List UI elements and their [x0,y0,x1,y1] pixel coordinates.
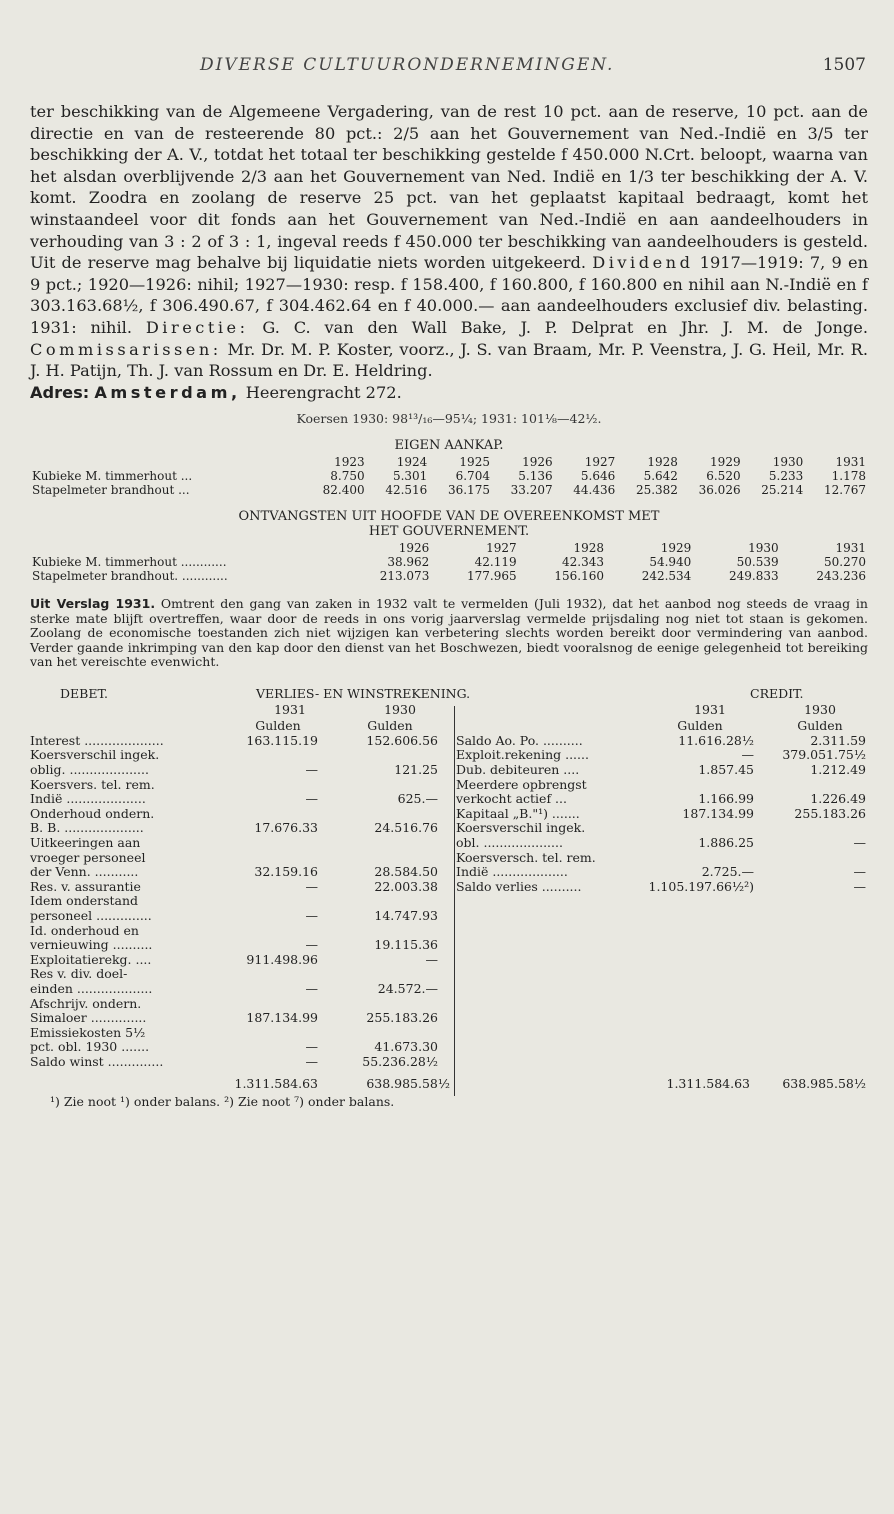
row-label: Exploit.rekening ...... [456,747,589,763]
dividend-text: 1917—1919: 7, 9 en 9 pct.; 1920—1926: nihil; 1927—1930: resp. f 158.400, f 160.800, f 160.800 en nihil aan N.-Indië en f 303.163.68½, f 306.490.67, f 304.462.64 en f 40.000.— aan aandeelhouders exclusief div. belasting. 1931: nihil. [30,253,869,337]
year-cell: 1928 [573,541,604,556]
table-cell: 5.301 [392,469,428,484]
value-cell: 187.134.99 [246,1010,318,1026]
row-label: Kapitaal „B."¹) ....... [456,805,580,821]
value-cell: 121.25 [394,762,438,777]
ontvangsten-title [30,509,868,539]
row-label: Indië ................... [456,864,568,880]
debet-unit2: Gulden [367,717,413,733]
value-cell [318,924,438,939]
table-row [30,967,440,982]
value-cell [210,894,318,909]
table-row [30,778,440,793]
table-row [30,483,868,497]
balans-title: VERLIES- EN WINSTREKENING. [256,685,471,701]
row-label: Interest .................... [30,732,164,748]
debet-total-1930: 638.985.58½ [366,1075,450,1091]
table-row [30,792,440,807]
directie-text: G. C. van den Wall Bake, J. P. Delprat en Jhr. J. M. de Jonge. [262,317,868,337]
value-cell: 22.003.38 [374,878,438,894]
value-cell: 24.516.76 [374,820,438,836]
table-cell: 44.436 [573,483,616,498]
table-cell: 50.539 [736,555,779,570]
table-row [456,748,866,763]
uit-verslag-paragraph [30,597,868,670]
row-label: einden ................... [30,980,153,996]
table-row [456,836,866,851]
value-cell: 911.498.96 [246,951,318,967]
value-cell: 1.886.25 [698,834,754,850]
value-cell: 17.676.33 [254,820,318,836]
table-row [456,778,866,793]
year-cell: 1927 [486,541,517,556]
value-cell [318,748,438,763]
row-label: Dub. debiteuren .... [456,762,580,777]
ontvangsten-table [30,541,868,583]
value-cell [210,1026,318,1041]
credit-rows [456,734,866,895]
year-cell: 1929 [710,455,741,470]
table-row [30,909,440,924]
page-number: 1507 [822,55,866,75]
uit-verslag-label: Uit Verslag 1931. [30,596,156,612]
eigen-aankap-title: EIGEN AANKAP. [394,438,504,454]
table-row [456,807,866,822]
document-page [30,55,868,1146]
year-cell: 1931 [835,541,866,556]
year-cell: 1924 [396,455,428,470]
value-cell: 19.115.36 [374,937,438,953]
table-row [456,821,866,836]
value-cell [646,851,754,866]
table-row [30,469,868,483]
value-cell: 255.183.26 [794,805,866,821]
table-row [30,938,440,953]
credit-label: CREDIT. [750,685,804,701]
year-cell: 1925 [459,455,490,470]
table-cell: 5.646 [580,469,616,484]
year-cell: 1926 [398,541,430,556]
table-cell: 25.214 [761,483,804,498]
value-cell: 1.166.99 [698,791,754,807]
table-cell: 6.704 [455,469,490,484]
credit-unit1: Gulden [677,717,723,733]
table-cell: 6.520 [706,469,741,484]
debet-total-1931: 1.311.584.63 [234,1075,318,1091]
value-cell [210,997,318,1012]
credit-year2: 1930 [804,701,836,717]
row-label: Exploitatierekg. .... [30,951,152,967]
verlies-winst-rekening [30,686,868,1146]
adres-street: Heerengracht 272. [245,382,402,402]
table-row [456,734,866,749]
table-row [30,982,440,997]
row-label: Koersverschil ingek. [456,820,586,836]
row-label: Saldo Ao. Po. .......... [456,732,583,748]
year-cell: 1930 [772,455,804,470]
year-cell: 1929 [660,541,692,556]
value-cell: 11.616.28½ [678,732,754,748]
table-cell: 8.750 [330,469,365,484]
row-label: pct. obl. 1930 ....... [30,1039,150,1055]
table-cell: 5.642 [643,469,678,484]
row-label: Afschrijv. ondern. [30,995,142,1011]
value-cell: 2.725.— [701,864,754,880]
table-row [30,894,440,909]
table-cell: 42.343 [561,555,604,570]
credit-unit2: Gulden [797,717,843,733]
table-row [30,924,440,939]
value-cell: 163.115.19 [246,732,318,748]
table-cell: 36.175 [447,483,490,498]
row-label: Kubieke M. timmerhout ............ [32,555,227,570]
debet-unit1: Gulden [255,717,301,733]
table-row [30,748,440,763]
table-cell: 5.233 [768,469,804,484]
table-row [30,1011,440,1026]
row-label: Emissiekosten 5½ [30,1024,146,1040]
table-row [30,865,440,880]
row-label: verkocht actief ... [456,791,567,807]
value-cell [318,807,438,822]
dividend-label: Dividend [592,253,694,273]
value-cell: — [305,937,318,953]
value-cell [318,894,438,909]
value-cell: — [853,878,866,894]
row-label: vroeger personeel [30,849,146,865]
row-label: Koersverschil ingek. [30,747,160,763]
value-cell [318,836,438,851]
value-cell: 1.226.49 [810,791,866,807]
value-cell [318,997,438,1012]
value-cell: — [305,1039,318,1055]
table-row [456,865,866,880]
value-cell: — [741,747,754,763]
year-cell: 1928 [647,455,678,470]
table-cell: 54.940 [649,555,692,570]
table-row [30,734,440,749]
value-cell: 152.606.56 [366,732,438,748]
value-cell: 41.673.30 [374,1039,438,1055]
row-label: B. B. .................... [30,820,144,836]
table-row [30,997,440,1012]
value-cell: — [425,951,438,967]
value-cell: — [305,907,318,923]
value-cell [646,821,754,836]
table-row [30,1026,440,1041]
value-cell: — [305,1053,318,1069]
year-cell: 1931 [835,455,866,470]
value-cell [646,778,754,793]
table-cell: 243.236 [816,569,866,584]
table-row [30,569,868,583]
row-label: Simaloer .............. [30,1010,147,1026]
row-label: Res v. div. doel- [30,966,128,982]
table-cell: 1.178 [831,469,866,484]
value-cell: 1.857.45 [698,762,754,777]
debet-label: DEBET. [60,685,108,701]
row-label: vernieuwing .......... [30,937,153,953]
running-title: DIVERSE CULTUURONDERNEMINGEN. [200,55,615,75]
value-cell: 1.105.197.66½²) [648,878,754,894]
value-cell: 14.747.93 [374,907,438,923]
row-label: Koersversch. tel. rem. [456,849,596,865]
row-label: der Venn. ........... [30,864,139,880]
table-cell: 38.962 [387,555,430,570]
row-label: Saldo winst .............. [30,1053,164,1069]
uit-verslag-text: Omtrent den gang van zaken in 1932 valt te vermelden (Juli 1932), dat het aanbod nog steeds de vraag in sterke mate blijft overtreffen, waar door de reeds in ons vorig jaarverslag vermelde prijsdaling nog niet tot staan is gekomen. Zoolang de economische toestanden zich niet wijzigen kan verbetering slechts worden bereikt door vermindering van aanbod. Verder gaande inkrimping van den kap door den dienst van het Boschwezen, biedt vooralsnog de eenige gelegenheid tot bereiking van het vereischte evenwicht. [30,596,868,670]
value-cell: 55.236.28½ [362,1053,438,1069]
value-cell [210,807,318,822]
table-row [30,1055,440,1070]
table-row [30,880,440,895]
table-cell: 42.119 [474,555,517,570]
value-cell [754,851,866,866]
row-label: Meerdere opbrengst [456,776,587,792]
credit-total-1930: 638.985.58½ [782,1075,866,1091]
table-row [30,836,440,851]
value-cell: — [305,878,318,894]
row-label: Saldo verlies .......... [456,878,582,894]
year-cell: 1930 [748,541,779,556]
value-cell [210,967,318,982]
value-cell: 28.584.50 [374,864,438,880]
footnote: ¹) Zie noot ¹) onder balans. ²) Zie noot ⁷) onder balans. [50,1093,395,1109]
value-cell [318,851,438,866]
value-cell: — [853,834,866,850]
table-row [30,821,440,836]
value-cell: 625.— [397,791,438,807]
year-cell: 1927 [584,455,616,470]
row-label: Stapelmeter brandhout ... [32,483,190,498]
table-row [30,763,440,778]
value-cell: 379.051.75½ [782,747,866,763]
debet-rows [30,734,440,1070]
value-cell: 24.572.— [377,980,438,996]
table-header-row [30,541,868,555]
table-cell: 33.207 [510,483,553,498]
page-header [30,55,868,91]
value-cell [210,851,318,866]
row-label: Onderhoud ondern. [30,805,155,821]
value-cell: 187.134.99 [682,805,754,821]
table-row [456,763,866,778]
table-cell: 50.270 [824,555,866,570]
table-cell: 12.767 [824,483,866,498]
value-cell: — [305,791,318,807]
table-cell: 82.400 [322,483,365,498]
adres-label: Adres: [30,382,90,402]
row-label: Koersvers. tel. rem. [30,776,155,792]
body-paragraph [30,101,868,403]
commissarissen-label: Commissarissen: [30,339,222,359]
credit-total-1931: 1.311.584.63 [666,1075,750,1091]
value-cell [210,836,318,851]
table-cell: 36.026 [698,483,741,498]
table-row [30,555,868,569]
table-row [456,880,866,895]
row-label: Uitkeeringen aan [30,834,141,850]
table-row [30,953,440,968]
table-cell: 5.136 [518,469,553,484]
value-cell [210,748,318,763]
row-label: obl. .................... [456,834,563,850]
value-cell: 255.183.26 [366,1010,438,1026]
table-row [456,851,866,866]
table-row [30,851,440,866]
table-row [456,792,866,807]
commissarissen-text: Mr. Dr. M. P. Koster, voorz., J. S. van Braam, Mr. P. Veenstra, J. G. Heil, Mr. R. J. H. Patijn, Th. J. van Rossum en Dr. E. Heldring. [30,339,868,381]
row-label: Idem onderstand [30,893,139,909]
debet-year2: 1930 [384,701,416,717]
year-cell: 1923 [334,455,365,470]
row-label: oblig. .................... [30,762,149,777]
row-label: Indië .................... [30,791,146,807]
table-row [30,1040,440,1055]
row-label: Stapelmeter brandhout. ............ [32,569,228,584]
table-row [30,807,440,822]
table-cell: 249.833 [729,569,779,584]
value-cell: 2.311.59 [810,732,866,748]
value-cell: — [305,762,318,777]
value-cell [318,1026,438,1041]
row-label: Id. onderhoud en [30,922,139,938]
table-cell: 177.965 [467,569,517,584]
row-label: personeel .............. [30,907,152,923]
value-cell [318,778,438,793]
value-cell [318,967,438,982]
value-cell [754,821,866,836]
table-cell: 213.073 [379,569,430,584]
row-label: Res. v. assurantie [30,878,141,894]
value-cell: 32.159.16 [254,864,318,880]
value-cell: — [853,864,866,880]
koersen-line: Koersen 1930: 98¹³/₁₆—95¼; 1931: 101⅛—42½. [296,411,602,427]
ontvangsten-title-line2: HET GOUVERNEMENT. [368,524,530,540]
value-cell [754,778,866,793]
value-cell: 1.212.49 [810,762,866,777]
table-cell: 156.160 [554,569,604,584]
ontvangsten-title-line1: ONTVANGSTEN UIT HOOFDE VAN DE OVEREENKOMST MET [238,509,660,525]
row-label: Kubieke M. timmerhout ... [32,469,193,484]
value-cell [210,778,318,793]
column-divider [454,706,455,1096]
table-header-row [30,455,868,469]
credit-year1: 1931 [694,701,726,717]
table-cell: 242.534 [641,569,692,584]
directie-label: Directie: [145,317,249,337]
adres-city: Amsterdam, [94,382,241,402]
table-cell: 25.382 [635,483,678,498]
eigen-aankap-table [30,455,868,497]
table-cell: 42.516 [385,483,428,498]
debet-year1: 1931 [274,701,306,717]
body-text: ter beschikking van de Algemeene Vergadering, van de rest 10 pct. aan de reserve, 10 pct. aan de directie en van de resteerende 80 pct.: 2/5 aan het Gouvernement van Ned.-Indië en 3/5 ter beschikking der A. V., totdat het totaal ter beschikking gestelde f 450.000 N.Crt. beloopt, waarna van het alsdan overblijvende 2/3 aan het Gouvernement van Ned. Indië en 1/3 ter beschikking der A. V. komt. Zoodra en zoolang de reserve 25 pct. van het geplaatst kapitaal bedraagt, komt het winstaandeel voor dit fonds aan het Gouvernement van Ned.-Indië en aan aandeelhouders in verhouding van 3 : 2 of 3 : 1, ingeval reeds f 450.000 ter beschikking van aandeelhouders is gesteld. Uit de reserve mag behalve bij liquidatie niets worden uitgekeerd. [30,102,868,273]
value-cell [210,924,318,939]
value-cell: — [305,980,318,996]
year-cell: 1926 [522,455,553,470]
